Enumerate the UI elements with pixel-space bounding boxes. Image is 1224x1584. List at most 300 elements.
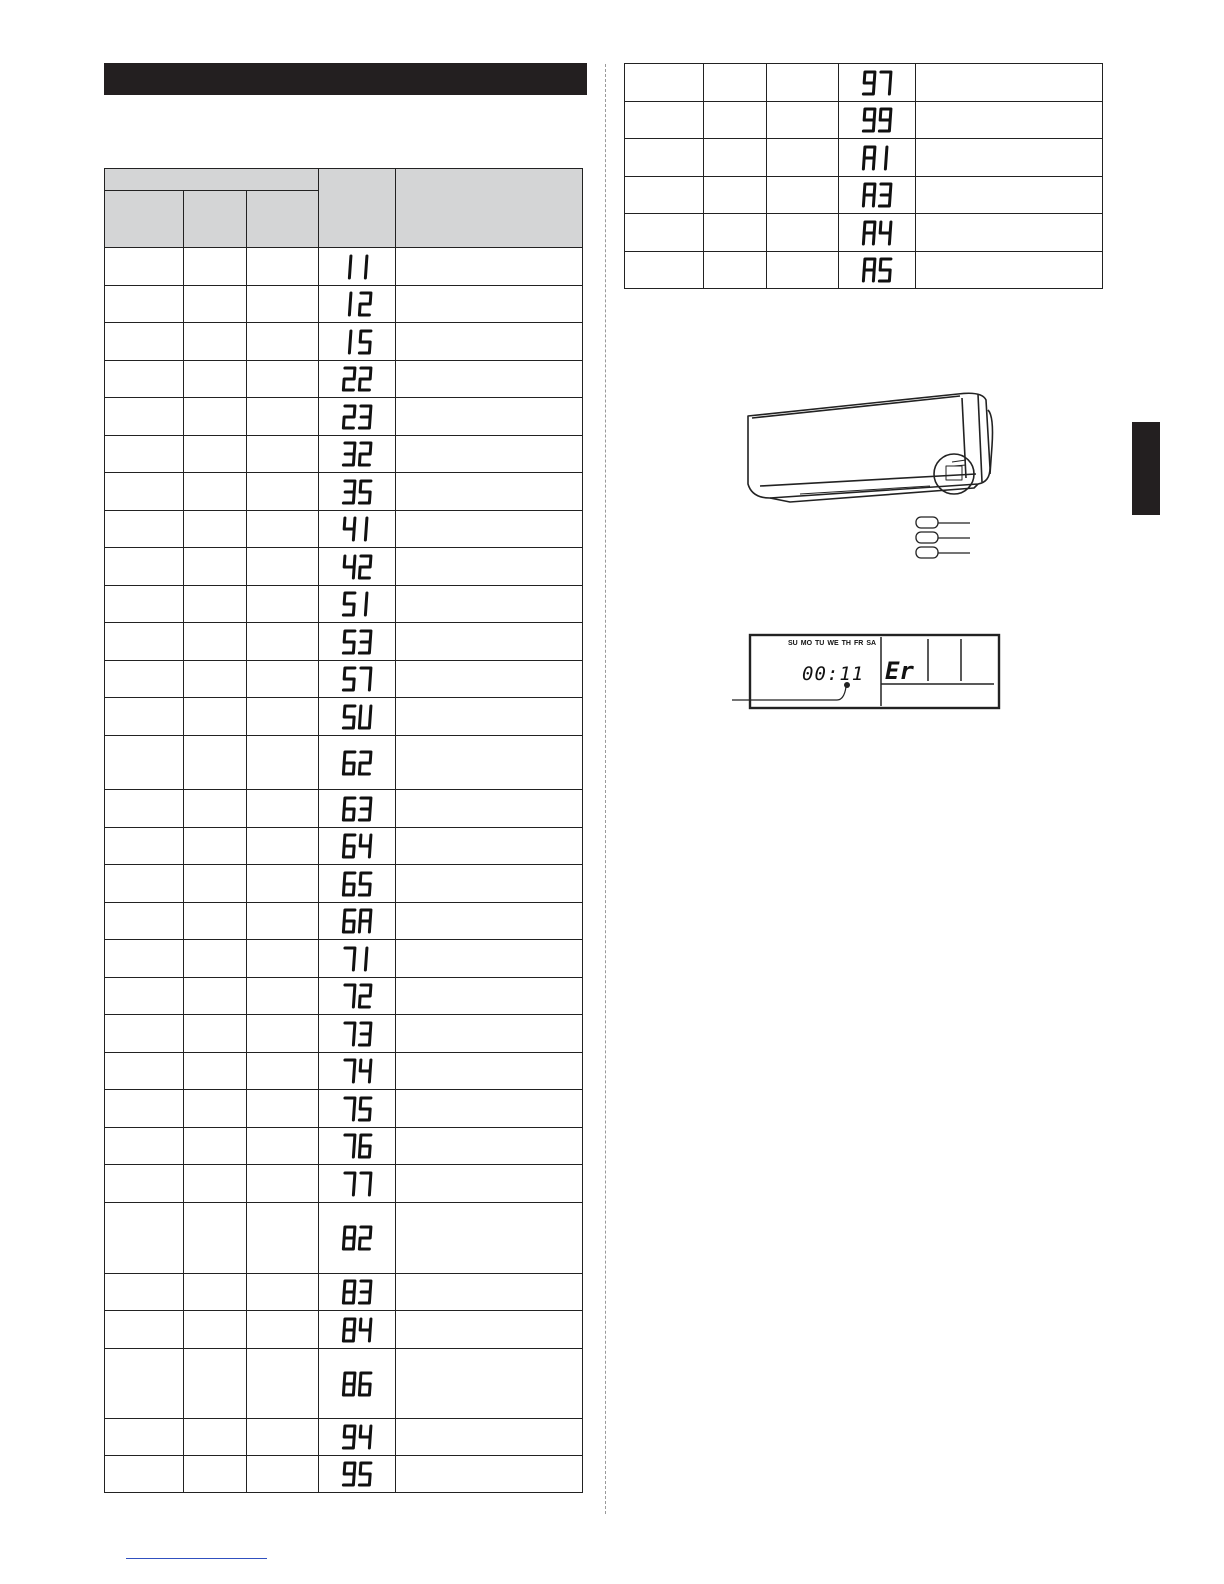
description-cell xyxy=(916,139,1103,177)
table-row xyxy=(105,1090,583,1128)
table-row xyxy=(105,623,583,661)
code-73-glyph xyxy=(342,1021,372,1047)
code-digit xyxy=(359,1173,371,1195)
error-code-cell xyxy=(319,473,396,511)
description-header xyxy=(396,169,583,248)
indicator-cell xyxy=(184,736,247,790)
code-digit xyxy=(879,222,891,244)
code-A3-glyph xyxy=(862,182,892,208)
error-code-value xyxy=(357,1047,358,1048)
description-cell xyxy=(396,248,583,286)
table-row xyxy=(105,1419,583,1456)
indicator-cell xyxy=(247,1090,319,1128)
code-digit xyxy=(359,1373,371,1395)
code-digit xyxy=(365,948,367,970)
code-77-glyph xyxy=(342,1171,372,1197)
indicator-cell xyxy=(247,1203,319,1274)
indicator-cell xyxy=(247,940,319,978)
code-digit xyxy=(343,873,355,895)
indicator-cell xyxy=(247,1311,319,1349)
code-digit xyxy=(343,1319,355,1341)
indicator-cell xyxy=(184,940,247,978)
indicator-cell xyxy=(105,940,184,978)
error-code-cell xyxy=(319,1053,396,1090)
description-cell xyxy=(396,828,583,865)
error-code-value xyxy=(877,208,878,209)
indicator-cell xyxy=(247,790,319,828)
error-code-cell xyxy=(319,828,396,865)
error-code-value xyxy=(357,1450,358,1451)
code-99-glyph xyxy=(862,107,892,133)
page-side-tab xyxy=(1132,422,1160,515)
error-code-cell xyxy=(319,1419,396,1456)
remote-lcd-display xyxy=(732,633,1002,711)
indicator-cell xyxy=(184,248,247,286)
lcd-day-su: SU xyxy=(788,640,798,647)
error-code-cell xyxy=(319,903,396,940)
indicator-cell xyxy=(184,903,247,940)
code-digit xyxy=(343,406,355,428)
error-code-value xyxy=(357,280,358,281)
indicator-cell xyxy=(105,548,184,586)
indicator-cell xyxy=(247,473,319,511)
error-code-table-right xyxy=(624,63,1103,289)
code-digit xyxy=(349,331,351,353)
code-62-glyph xyxy=(342,750,372,776)
code-53-glyph xyxy=(342,629,372,655)
code-15-glyph xyxy=(342,329,372,355)
indicator-cell xyxy=(247,511,319,548)
indicator-cell xyxy=(184,1128,247,1165)
code-digit xyxy=(359,556,371,578)
table-row xyxy=(625,139,1103,177)
indicator-cell xyxy=(105,436,184,473)
error-code-cell xyxy=(319,1203,396,1274)
indicator-cell xyxy=(105,661,184,698)
code-digit xyxy=(359,481,371,503)
description-cell xyxy=(916,102,1103,139)
code-63-glyph xyxy=(342,796,372,822)
error-code-cell xyxy=(319,586,396,623)
code-digit xyxy=(879,259,891,281)
table-row xyxy=(625,252,1103,289)
table-row xyxy=(105,1349,583,1419)
code-digit xyxy=(343,1135,355,1157)
indicator-cell xyxy=(105,1419,184,1456)
indicator-cell xyxy=(767,139,839,177)
error-code-value xyxy=(357,355,358,356)
indicator-cell xyxy=(184,1203,247,1274)
table-row xyxy=(105,903,583,940)
error-code-value xyxy=(877,283,878,284)
footer-link-line xyxy=(126,1558,267,1559)
code-64-glyph xyxy=(342,833,372,859)
indicator-cell xyxy=(247,548,319,586)
indicator-cell xyxy=(105,1311,184,1349)
code-5U-glyph xyxy=(342,704,372,730)
code-75-glyph xyxy=(342,1096,372,1122)
section-header-bar xyxy=(104,63,587,95)
table-row xyxy=(105,1456,583,1493)
table-row xyxy=(105,398,583,436)
error-code-value xyxy=(357,972,358,973)
error-code-value xyxy=(357,692,358,693)
indicator-cell xyxy=(625,64,704,102)
code-digit xyxy=(359,1060,371,1082)
code-32-glyph xyxy=(342,441,372,467)
code-digit xyxy=(343,368,355,390)
indicator-cell xyxy=(247,1128,319,1165)
code-digit xyxy=(359,1098,371,1120)
error-code-cell xyxy=(319,286,396,323)
code-digit xyxy=(359,1463,371,1485)
code-digit xyxy=(343,556,355,578)
indicator-cell xyxy=(184,473,247,511)
error-code-value xyxy=(357,1305,358,1306)
lcd-error-label: Er xyxy=(885,657,914,685)
indicator-cell xyxy=(184,1456,247,1493)
table-row xyxy=(105,1274,583,1311)
description-cell xyxy=(396,436,583,473)
lcd-day-fr: FR xyxy=(853,640,864,647)
indicator-cell xyxy=(105,1274,184,1311)
table-row xyxy=(105,1053,583,1090)
error-code-value xyxy=(357,505,358,506)
description-cell xyxy=(396,865,583,903)
indicator-cell xyxy=(184,323,247,361)
indicator-cell xyxy=(767,177,839,214)
error-code-value xyxy=(357,1397,358,1398)
code-digit xyxy=(359,1023,371,1045)
indicator-cell xyxy=(184,661,247,698)
lcd-day-we: WE xyxy=(827,640,839,647)
table-row xyxy=(105,436,583,473)
code-digit xyxy=(359,668,371,690)
description-cell xyxy=(396,661,583,698)
code-41-glyph xyxy=(342,516,372,542)
table-row xyxy=(105,586,583,623)
error-code-value xyxy=(877,246,878,247)
code-digit xyxy=(359,798,371,820)
code-74-glyph xyxy=(342,1058,372,1084)
indicator-cell xyxy=(105,1349,184,1419)
description-cell xyxy=(396,623,583,661)
table-row xyxy=(105,661,583,698)
code-digit xyxy=(863,259,875,281)
indicator-cell xyxy=(184,865,247,903)
code-84-glyph xyxy=(342,1317,372,1343)
description-cell xyxy=(396,978,583,1015)
indicator-cell xyxy=(184,828,247,865)
error-code-cell xyxy=(319,548,396,586)
indicator-cell xyxy=(625,139,704,177)
table-row xyxy=(105,323,583,361)
description-cell xyxy=(916,64,1103,102)
error-code-cell xyxy=(319,1090,396,1128)
description-cell xyxy=(396,903,583,940)
indicator-cell xyxy=(184,586,247,623)
indicator-cell xyxy=(105,323,184,361)
indicator-cell xyxy=(105,1128,184,1165)
indicator-cell xyxy=(625,177,704,214)
description-cell xyxy=(396,698,583,736)
indicator-cell xyxy=(247,978,319,1015)
table-row xyxy=(105,736,583,790)
table-row xyxy=(105,865,583,903)
indicator-cell xyxy=(184,548,247,586)
error-code-cell xyxy=(319,736,396,790)
code-A5-glyph xyxy=(862,257,892,283)
error-code-cell xyxy=(319,361,396,398)
indicator-cell xyxy=(184,398,247,436)
description-cell xyxy=(396,1203,583,1274)
code-51-glyph xyxy=(342,591,372,617)
error-code-cell xyxy=(319,1456,396,1493)
code-digit xyxy=(359,752,371,774)
code-digit xyxy=(863,222,875,244)
indicator-cell xyxy=(184,1274,247,1311)
error-code-value xyxy=(357,822,358,823)
indicator-cell xyxy=(105,248,184,286)
error-code-cell xyxy=(319,661,396,698)
indicator-cell xyxy=(184,511,247,548)
indicator-cell xyxy=(704,64,767,102)
error-code-value xyxy=(357,776,358,777)
indicator-cell xyxy=(704,252,767,289)
table-row xyxy=(105,511,583,548)
table-row xyxy=(625,102,1103,139)
code-digit xyxy=(359,631,371,653)
description-cell xyxy=(396,548,583,586)
error-code-cell xyxy=(839,64,916,102)
code-digit xyxy=(343,1281,355,1303)
code-digit xyxy=(343,985,355,1007)
code-95-glyph xyxy=(342,1461,372,1487)
table-row xyxy=(625,177,1103,214)
lcd-time-code: 00:11 xyxy=(802,663,865,685)
indicator-cell xyxy=(184,1090,247,1128)
code-digit xyxy=(365,256,367,278)
table-row xyxy=(105,1203,583,1274)
column-divider xyxy=(605,64,606,1514)
description-cell xyxy=(396,940,583,978)
description-cell xyxy=(396,586,583,623)
code-digit xyxy=(365,593,367,615)
indicator-cell xyxy=(105,286,184,323)
indicator-cell xyxy=(247,1419,319,1456)
error-code-cell xyxy=(839,102,916,139)
indicator-cell xyxy=(105,1456,184,1493)
error-code-cell xyxy=(839,177,916,214)
lcd-day-mo: MO xyxy=(800,640,813,647)
code-digit xyxy=(343,1373,355,1395)
code-12-glyph xyxy=(342,291,372,317)
code-digit xyxy=(343,631,355,653)
indicator-header-1 xyxy=(105,191,184,248)
indicator-cell xyxy=(105,361,184,398)
table-row xyxy=(105,1015,583,1053)
error-code-cell xyxy=(319,248,396,286)
code-35-glyph xyxy=(342,479,372,505)
code-digit xyxy=(359,873,371,895)
code-digit xyxy=(343,668,355,690)
indicator-cell xyxy=(247,623,319,661)
error-code-cell xyxy=(319,323,396,361)
code-82-glyph xyxy=(342,1225,372,1251)
error-code-cell xyxy=(319,940,396,978)
code-11-glyph xyxy=(342,254,372,280)
error-code-cell xyxy=(319,398,396,436)
error-code-value xyxy=(357,1159,358,1160)
table-row xyxy=(105,361,583,398)
error-code-value xyxy=(357,1251,358,1252)
code-digit xyxy=(359,910,371,932)
indicator-cell xyxy=(767,214,839,252)
table-row xyxy=(105,473,583,511)
indicator-header-2 xyxy=(184,191,247,248)
code-94-glyph xyxy=(342,1424,372,1450)
error-code-value xyxy=(877,171,878,172)
description-cell xyxy=(396,1274,583,1311)
code-digit xyxy=(343,706,355,728)
indicator-cell xyxy=(247,286,319,323)
table-row xyxy=(105,1128,583,1165)
table-row xyxy=(105,940,583,978)
error-code-value xyxy=(357,1197,358,1198)
indicator-cell xyxy=(247,586,319,623)
indicator-cell xyxy=(184,436,247,473)
code-23-glyph xyxy=(342,404,372,430)
indicator-cell xyxy=(105,736,184,790)
code-digit xyxy=(879,184,891,206)
indicator-cell xyxy=(247,1053,319,1090)
error-code-value xyxy=(357,1343,358,1344)
error-code-value xyxy=(877,96,878,97)
indicator-cell xyxy=(247,1165,319,1203)
error-code-value xyxy=(357,1122,358,1123)
indicator-header-3 xyxy=(247,191,319,248)
indicator-cell xyxy=(105,586,184,623)
description-cell xyxy=(396,1419,583,1456)
code-digit xyxy=(365,518,367,540)
code-digit xyxy=(863,184,875,206)
description-cell xyxy=(916,252,1103,289)
table-row xyxy=(105,286,583,323)
code-76-glyph xyxy=(342,1133,372,1159)
code-digit xyxy=(343,798,355,820)
code-digit xyxy=(349,256,351,278)
lcd-day-tu: TU xyxy=(815,640,825,647)
indicator-cell xyxy=(105,398,184,436)
error-code-header xyxy=(319,169,396,248)
indicator-cell xyxy=(184,1015,247,1053)
indicator-cell xyxy=(184,698,247,736)
code-digit xyxy=(343,518,355,540)
indicator-cell xyxy=(704,177,767,214)
description-cell xyxy=(916,214,1103,252)
code-22-glyph xyxy=(342,366,372,392)
error-code-value xyxy=(357,617,358,618)
code-digit xyxy=(863,147,875,169)
indicator-cell xyxy=(105,1203,184,1274)
indicator-cell xyxy=(184,1053,247,1090)
code-digit xyxy=(343,835,355,857)
indicator-cell xyxy=(105,1165,184,1203)
error-code-value xyxy=(357,467,358,468)
code-digit xyxy=(879,109,891,131)
description-cell xyxy=(396,1456,583,1493)
indicator-cell xyxy=(105,1015,184,1053)
error-code-cell xyxy=(839,214,916,252)
error-code-value xyxy=(357,1084,358,1085)
description-cell xyxy=(916,177,1103,214)
code-digit xyxy=(359,706,371,728)
indicator-cell xyxy=(247,323,319,361)
indicator-cell xyxy=(105,473,184,511)
code-digit xyxy=(359,1426,371,1448)
code-65-glyph xyxy=(342,871,372,897)
code-digit xyxy=(343,1060,355,1082)
error-code-value xyxy=(357,897,358,898)
table-row xyxy=(105,978,583,1015)
description-cell xyxy=(396,361,583,398)
indicator-cell xyxy=(184,1349,247,1419)
indicator-cell xyxy=(184,286,247,323)
error-code-value xyxy=(357,859,358,860)
error-code-value xyxy=(357,934,358,935)
code-digit xyxy=(359,368,371,390)
indicator-cell xyxy=(704,102,767,139)
indicator-cell xyxy=(184,978,247,1015)
code-digit xyxy=(885,147,887,169)
description-cell xyxy=(396,1053,583,1090)
error-code-value xyxy=(357,1487,358,1488)
description-cell xyxy=(396,286,583,323)
indicator-cell xyxy=(247,1274,319,1311)
indicator-cell xyxy=(105,698,184,736)
code-digit xyxy=(343,1098,355,1120)
error-code-cell xyxy=(319,790,396,828)
indicator-cell xyxy=(247,361,319,398)
error-code-cell xyxy=(839,139,916,177)
code-86-glyph xyxy=(342,1371,372,1397)
indicator-cell xyxy=(247,865,319,903)
lcd-day-labels xyxy=(788,640,876,647)
lcd-day-sa: SA xyxy=(866,640,877,647)
code-42-glyph xyxy=(342,554,372,580)
indicator-cell xyxy=(247,436,319,473)
code-digit xyxy=(343,752,355,774)
code-digit xyxy=(343,1173,355,1195)
code-57-glyph xyxy=(342,666,372,692)
indicator-cell xyxy=(704,139,767,177)
indicator-group-header xyxy=(105,169,319,191)
code-digit xyxy=(343,593,355,615)
indicator-cell xyxy=(184,1311,247,1349)
indicator-cell xyxy=(184,1419,247,1456)
code-digit xyxy=(359,1319,371,1341)
indicator-cell xyxy=(625,214,704,252)
table-row xyxy=(105,1165,583,1203)
error-code-table-left xyxy=(104,168,583,1493)
code-digit xyxy=(359,985,371,1007)
error-code-cell xyxy=(319,698,396,736)
indicator-cell xyxy=(767,102,839,139)
code-digit xyxy=(863,72,875,94)
indicator-cell xyxy=(184,361,247,398)
error-code-value xyxy=(357,392,358,393)
table-row xyxy=(105,248,583,286)
